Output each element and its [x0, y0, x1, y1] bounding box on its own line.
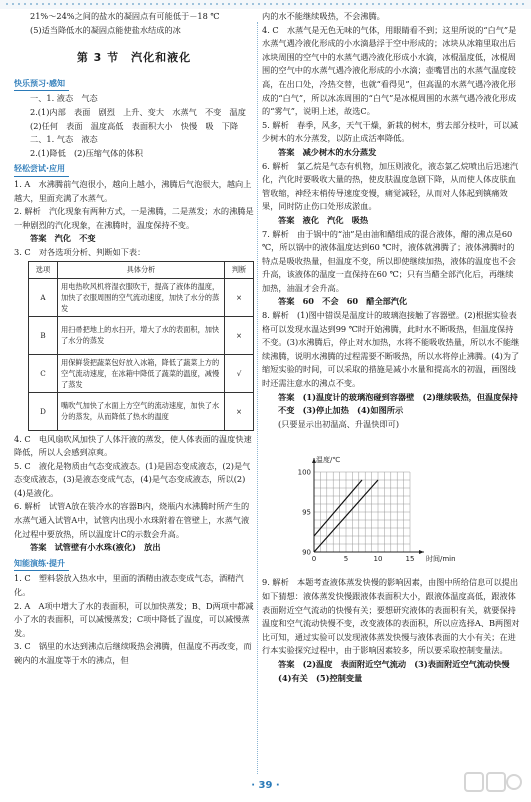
chart-svg: [292, 437, 456, 572]
page-number: · 39 ·: [251, 780, 280, 791]
table-cell-judge: ×: [225, 392, 254, 430]
question-r4: 4. C 水蒸气是无色无味的气体，用眼睛看不到；这里所说的“白气”是水蒸气遇冷液化形成的小水滴悬浮于空中形成的；冰块从冰箱里取出后冰块周围的空气中的水蒸气遇冷液化形成小水滴，冰棍温度低，冰棍周围的空气中的水蒸气遇冷液化形成的小水滴；壶嘴冒出的水蒸气温度较高，在出口处，冷热交替，也就“看得见”，但高温的水蒸气遇冷液化形成的“白气”，所以冰冻周围的“白气”是冰棍周围的水蒸气遇冷液化形成的“雾气”，说明上述，故选C。: [262, 24, 517, 117]
right-column: [262, 10, 520, 785]
answer-r7: 答案 60 不会 60 醋全部汽化: [278, 296, 408, 307]
table-row: [29, 392, 254, 430]
table-cell-option: D: [29, 392, 58, 430]
x-axis-label: 时间/min: [426, 555, 456, 564]
table-row: [29, 354, 254, 392]
answer-line: 一、1. 液态 气态: [30, 93, 98, 104]
y-tick-label: 90: [302, 548, 311, 557]
watermark-logo: [463, 769, 523, 797]
x-axis-arrow: [419, 550, 424, 554]
top-decoration-bar: [0, 0, 531, 9]
table-cell-analysis: 用保鲜袋把蔬菜包好放入冰箱，降低了蔬菜上方的空气流动速度，在冰箱中降低了蔬菜的温度，减慢了蒸发: [58, 354, 225, 392]
y-axis-label: 温度/℃: [316, 456, 341, 465]
question-9: 3. C 锅里的水达到沸点后继续吸热会沸腾，但温度不再改变，而碗内的水温度等于水的沸点，但: [14, 641, 252, 665]
answer-line: 2.(1)降低 (2)压缩气体的体积: [30, 147, 143, 158]
x-tick-label: 15: [405, 555, 415, 564]
answer-line: 2.(1)内部 表面 剧烈 上升、变大 水蒸气 不变 温度 (2)任何 表面 温度高低 表面积大小 快慢 吸 下降: [30, 106, 255, 131]
question-6: 6. 解析 试管A放在装冷水的容器B内，烧瓶内水沸腾时所产生的水蒸气通入试管A中，试管内出现小水珠附着在管壁上，水蒸气液化过程中要放热，所以温度计C的示数会升高。: [14, 501, 250, 539]
table-cell-option: C: [29, 354, 58, 392]
watermark-icon: [463, 769, 523, 797]
answer-r9: 答案 (2)温度 表面附近空气流动 (3)表面附近空气流动快慢 (4)有关 (5)控制变量: [278, 658, 518, 683]
column-divider: [257, 22, 258, 774]
text-line: (5)适当降低水的凝固点能使盐水结成的冰: [30, 24, 181, 35]
y-tick-label: 100: [297, 468, 311, 477]
section-header-practice: 轻松尝试·应用: [14, 162, 69, 177]
analysis-table: [28, 261, 254, 431]
question-8: 2. A A项中增大了水的表面积，可以加快蒸发；B、D两项中都减小了水的表面积，可以减慢蒸发；C项中降低了温度，可以减慢蒸发。: [14, 600, 254, 638]
table-row: [29, 278, 254, 316]
question-r7: 7. 解析 由于锅中的“油”是由油和醋组成的混合液体，醋的沸点是60 ℃，所以锅中的液体温度达到60 ℃时，液体就沸腾了；液体沸腾时的特点是吸收热量，但温度不变，所以即使继续加热，液体的温度也不会升高，该液体的温度一直保持在60 ℃；只有当醋全部汽化后，再继续加热，油温才会升高。: [262, 228, 516, 293]
table-header: 具体分析: [58, 261, 225, 278]
answer-line: 二、1. 气态 液态: [30, 134, 98, 145]
question-2: 2. 解析 汽化现象有两种方式，一是沸腾，二是蒸发；水的沸腾是一种剧烈的汽化现象，在沸腾时，温度保持不变。: [14, 206, 254, 230]
question-r8: 8. 解析 (1)图中错误是温度计的玻璃泡接触了容器壁。(2)根据实验表格可以发现水温达到99 ℃时开始沸腾，此时水不断吸热，但温度保持不变。(3)水沸腾后，停止对水加热，水将不能吸收热量，所以水不能继续沸腾，说明水沸腾的过程需要不断吸热，所以水将停止沸腾。(4)为了缩短实验的时间，可以采取的措施是减小水量和提高水的初温，画图线时还需注意水的沸点不变。: [262, 310, 520, 389]
y-tick-label: 95: [302, 508, 311, 517]
answer-6: 答案 试管壁有小水珠(液化) 放出: [30, 542, 161, 553]
question-r6: 6. 解析 氯乙烷是气态有机物，加压则液化，液态氯乙烷喷出后迅速汽化，汽化时要吸收大量的热，使皮肤温度急剧下降，从而使人体皮肤血管收缩，神经末梢传导速度变慢，痛觉减轻，从而对人体起到镇痛效果，同时防止伤口处形成淤血。: [262, 160, 519, 212]
x-tick-label: 5: [343, 555, 349, 564]
table-cell-judge: ×: [225, 316, 254, 354]
question-4: 4. C 电风扇吹风加快了人体汗液的蒸发，使人体表面的温度快速降低，所以人会感到凉爽。: [14, 433, 252, 458]
table-cell-analysis: 用电热吹风机将湿衣服吹干，提高了液体的温度，加快了衣服周围的空气流动速度，加快了水分的蒸发: [58, 278, 225, 316]
table-row: [29, 316, 254, 354]
dotted-border: [6, 3, 525, 5]
x-tick-label: 10: [373, 555, 383, 564]
table-header: 判断: [225, 261, 254, 278]
table-header: 选项: [29, 261, 58, 278]
question-5: 5. C 液化是物质由气态变成液态。(1)是固态变成液态，(2)是气态变成液态，(3)是液态变成气态，(4)是气态变成液态，所以(2)(4)是液化。: [14, 460, 251, 498]
answer-r6: 答案 液化 汽化 吸热: [278, 214, 369, 225]
table-cell-option: B: [29, 316, 58, 354]
answer-r8: 答案 (1)温度计的玻璃泡碰到容器壁 (2)继续吸热，但温度保持不变 (3)停止加热 (4)如图所示: [278, 391, 518, 416]
table-cell-judge: √: [225, 354, 254, 392]
text-line: 21%～24%之间的盐水的凝固点有可能低于－18 ℃: [30, 11, 220, 21]
table-cell-analysis: 嘴吹气加快了水面上方空气的流动速度，加快了水分的蒸发，从而降低了热水的温度: [58, 392, 225, 430]
table-cell-option: A: [29, 278, 58, 316]
answer-note: (只要显示出初温高、升温快即可): [278, 418, 400, 429]
question-3: 3. C 对各选项分析、判断如下表：: [14, 246, 146, 257]
x-tick-label: 0: [311, 555, 317, 564]
series-line-2: [314, 480, 362, 536]
temperature-chart: [292, 437, 456, 572]
section-header-preview: 快乐预习·感知: [14, 77, 69, 92]
answer-r5: 答案 减少树木的水分蒸发: [278, 146, 377, 157]
question-7: 1. C 塑料袋放入热水中，里面的酒精由液态变成气态，酒精汽化。: [14, 573, 244, 598]
answer-2: 答案 汽化 不变: [30, 233, 96, 244]
question-r5: 5. 解析 春季，风多，天气干燥，新栽的树木，剪去部分枝叶，可以减少树木的水分蒸发，以防止成活率降低。: [262, 119, 519, 144]
question-r9: 9. 解析 本题考查液体蒸发快慢的影响因素，由图中所给信息可以提出如下猜想：液体蒸发快慢跟液体表面积大小，跟液体温度高低，跟液体表面附近空气流动的快慢有关；要想研究液体的表面积有关，就要保持温度和空气流动快慢不变，改变液体的表面积，所以应选择A、B两图对比可知，通过实验可以发现液体蒸发快慢与液体表面的大小有关；在进行本实验探究过程中，由于影响因素较多，所以要采取控制变量法。: [262, 577, 520, 656]
section-header-improve: 知能演练·提升: [14, 557, 69, 572]
text-line: 内的水不能继续吸热，不会沸腾。: [262, 11, 385, 21]
table-cell-analysis: 用扫帚把地上的水扫开，增大了水的表面积，加快了水分的蒸发: [58, 316, 225, 354]
table-header-row: [29, 261, 254, 278]
table-cell-judge: ×: [225, 278, 254, 316]
section-title: 第 3 节 汽化和液化: [76, 51, 192, 65]
question-1: 1. A 水沸腾前气泡很小，越向上越小，沸腾后气泡很大，越向上越大，里面充满了水蒸气。: [14, 178, 252, 203]
left-column: [14, 10, 254, 785]
